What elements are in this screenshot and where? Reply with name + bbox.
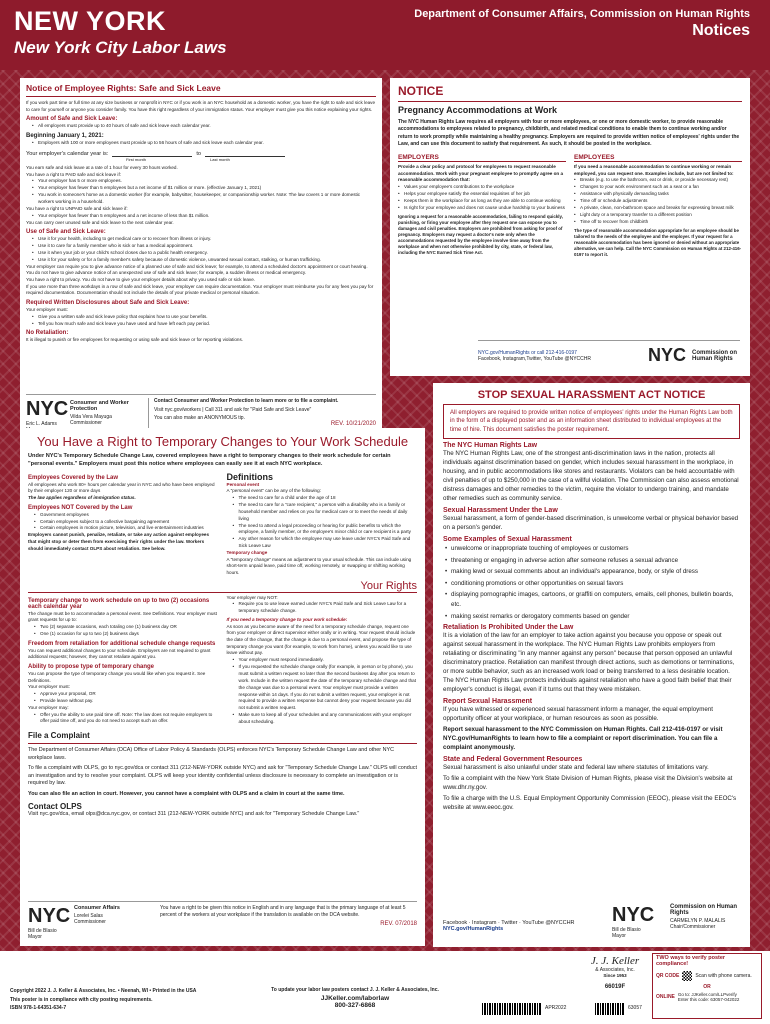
preg-footer <box>478 340 740 366</box>
divider <box>26 96 376 97</box>
code-63057: 63057 <box>628 1005 642 1011</box>
chair-name: CARMELYN P. MALALIS <box>670 918 726 924</box>
rights-left <box>28 595 219 726</box>
sh-heading: Sexual Harassment Under the Law <box>443 507 558 515</box>
employees-intro: If you need a reasonable accommodation to continue working or remain employed, you can request one. Examples include, but are not limited to: <box>574 164 734 176</box>
use-item: • Use it for your safety or for a family member's safety because of domestic violence, unwanted sexual contact, stalking, or human trafficking. <box>32 257 376 264</box>
right3-may-item: • Offer you the ability to use paid time off. Note: The law does not require employers to offer paid time off, and you do not need to accept such an offer. <box>34 712 219 726</box>
right5-heading: If you need a temporary change to your work schedule: <box>226 617 348 623</box>
law-text: The NYC Human Rights Law, one of the strongest anti-discrimination laws in the nation, protects all individuals against discrimination based on gender, which includes sexual harassment in the workplace, in housing, and in public accommodations like stores and restaurants. Violators can be held accountable with civil penalties of up to $250,000 in the case of a willful violation. The Commission can also assess emotional distress damages and other remedies to the victim, require the violator to undergo training, and mandate other remedies such as community service. <box>443 450 739 503</box>
language-text: You have a right to be given this notice in English and in any language that is the primary language of at least 5 percent of the workers at your workplace if the translation is available on the DCA website. <box>160 905 406 918</box>
signer-title: Mayor <box>28 934 42 940</box>
personal-event-heading: Personal event <box>226 481 260 487</box>
verify-box <box>652 953 762 1019</box>
right3-heading: Ability to propose type of temporary change <box>28 664 155 671</box>
covered-note: The law applies regardless of immigration status. <box>28 494 136 500</box>
schedule-panel <box>20 428 425 946</box>
rights-columns <box>28 595 417 726</box>
footer-center <box>270 987 440 1009</box>
right3-item: • Provide leave without pay. <box>34 698 219 705</box>
agency-block <box>74 905 160 925</box>
brand-name2: & Associates, Inc. <box>595 967 635 973</box>
employees-note: The type of reasonable accommodation appropriate for an employee should be tailored to the needs of the employee and the employer. If your request for a reasonable accommodation has been ignored or denied without an appropriate alternative, we can help. Call the NYC Commission on Human Rights at 212-416-0197 to report it. <box>574 227 742 258</box>
calendar-to: to <box>196 151 201 158</box>
not-covered-note: Employers cannot punish, penalize, retaliate, or take any action against employees that might stop or deter them from exercising their rights under the law. Workers should immediately contact OLPS about retaliation. See below. <box>28 532 210 551</box>
covered-text: All employees who work 80+ hours per calendar year in NYC and who have been employed by their employer 120 or more days <box>28 481 215 494</box>
advance-text: Your employer can require you to give advance notice of a planned use of safe and sick leave; for example, to attend a scheduled doctor's appointment or court hearing. You do not have to give advance notice of an unexpected use of safe and sick leave; for example, a sudden illness or medical emergency. <box>26 263 368 276</box>
code-66019f: 66019F <box>604 984 626 990</box>
apr-code: APR2022 <box>545 1005 567 1011</box>
update-text: To update your labor law posters contact J. J. Keller & Associates, Inc. <box>271 987 439 993</box>
personal-event-item: • Any other reason for which the employee may use leave under NYC's Paid Safe and Sick Leave Law <box>233 536 418 550</box>
right4-item: • Require you to use leave earned under NYC's Paid Safe and Sick Leave Law for a temporary schedule change. <box>233 601 418 615</box>
employee-item: • Changes to your work environment such as a seat or a fan <box>574 184 742 191</box>
file-complaint-text2: To file a complaint with OLPS, go to nyc.gov/dca or contact 311 (212-NEW-YORK outside NYC) and ask for "Temporary Schedule Change Law." OLPS will conduct an investigation and try to resolve your complaint. OLPS will keep your identity confidential unless disclosure is necessary to complete an investigation or is required by law. <box>28 765 417 787</box>
compliance: This poster is in compliance with city posting requirements. <box>10 996 153 1003</box>
pregnancy-panel <box>390 78 750 376</box>
right4-text: Your employer may NOT: <box>226 594 278 600</box>
examples-heading: Some Examples of Sexual Harassment <box>443 536 572 544</box>
not-covered-item: • Certain employees in motion picture, television, and live entertainment industries <box>34 525 219 532</box>
report-text: If you have witnessed or experienced sexual harassment inform a manager, the equal employment opportunity officer at your workplace, or human resources as soon as possible. <box>443 706 713 723</box>
contact-olps-text: Visit nyc.gov/dca, email olps@dca.nyc.gov, or contact 311 (212-NEW-YORK outside NYC) and ask for "Temporary Schedule Change Law." <box>28 811 360 818</box>
harassment-title: STOP SEXUAL HARASSMENT ACT NOTICE <box>477 389 706 401</box>
dept-title: Department of Consumer Affairs, Commission on Human Rights <box>414 8 750 20</box>
paid-item: • Your employer has 5 or more employees. <box>32 178 376 185</box>
covered-heading: Employees Covered by the Law <box>28 474 119 481</box>
employer-item: • Keeps them in the workplace for as long as they are able to continue working <box>398 198 566 205</box>
page-footer <box>0 951 770 1024</box>
schedule-intro: Under NYC's Temporary Schedule Change Law, covered employees have a right to temporary changes to their work schedule for certain "personal events." Employers must post this notice where employees can easily see it at each NYC workplace. <box>28 453 391 467</box>
nyc-mark: NYC <box>612 904 655 926</box>
your-rights-heading: Your Rights <box>28 580 417 593</box>
divider <box>398 101 742 102</box>
sick-intro: If you work part time or full time at any size business or nonprofit in NYC or if you work in an NYC household as a domestic worker, you have the right to safe and sick leave to care for yourself or anyone you consider family. You have this right regardless of your immigration status. Your employer must give you this notice explaining your rights. <box>26 100 376 112</box>
online-text <box>678 992 740 1002</box>
commission-name: Commission on Human Rights <box>692 349 738 362</box>
file-complaint-heading: File a Complaint <box>28 731 90 740</box>
file-complaint-text3: You can also file an action in court. However, you cannot have a complaint with OLPS and a claim in court at the same time. <box>28 790 345 797</box>
earn-text: You earn safe and sick leave at a rate of 1 hour for every 30 hours worked. <box>26 165 178 171</box>
header <box>0 0 770 70</box>
personal-event-item: • The need to care for a child under the age of 18 <box>233 495 418 502</box>
disclosure-item: • Give you a written safe and sick leave policy that explains how to use your benefits. <box>32 314 376 321</box>
unpaid-item: • Your employer has fewer than 5 employees and a net income of less than $1 million. <box>32 213 376 220</box>
phone: 800-327-6868 <box>334 1002 376 1009</box>
right5-text: As soon as you become aware of the need for a temporary schedule change, request one from your employer or direct supervisor either orally or in writing. Your request should include the date of the change, that the change is due to a personal event, and propose the type of temporary change you want (for example, to work from home), unless you would like to use leave without pay. <box>226 623 416 656</box>
right5-item: • If you requested the schedule change orally (for example, in person or by phone), you must submit a written request no later than the second business day after you return to work. Include in the written request the date of the temporary schedule change and that the change was due to a personal event. Your employer must provide a written response within 14 days. If you do not submit a written request, your employer is not required to provide a written response but cannot deny your request because you did not submit a written request. <box>233 664 418 712</box>
first-month-label: First month <box>126 157 147 163</box>
employer-item: • Is right for your employee and does not cause undue hardship to your business <box>398 205 566 212</box>
commissioner-name: Lorelei Salas <box>74 913 103 919</box>
use-heading: Use of Safe and Sick Leave: <box>26 229 106 236</box>
temporary-change-heading: Temporary change <box>226 550 268 556</box>
use-item: • Use it for your health, including to get medical care or to recover from illness or injury. <box>32 236 376 243</box>
employees-heading: EMPLOYEES <box>574 154 742 162</box>
state-federal-text2: To file a complaint with the New York State Division of Human Rights, please visit the Division's website at www.dhr.ny.gov. <box>443 775 733 792</box>
harassment-social: Facebook · Instagram · Twitter · YouTube @NYCCHR <box>443 920 575 926</box>
brand-name: J. J. Keller <box>590 955 640 967</box>
chair-title: Chair/Commissioner <box>670 924 716 930</box>
signer-name: Bill de Blasio <box>612 927 641 933</box>
personal-event-item: • The need to care for a "care recipient," a person with a disability who is a family or household member and relies on you for medical care or to meet the needs of daily living <box>233 502 418 523</box>
barcode-left <box>482 1003 542 1015</box>
sick-title: Notice of Employee Rights: Safe and Sick Leave <box>26 83 221 93</box>
subtitle: New York City Labor Laws <box>14 38 227 57</box>
employer-item: • Values your employee's contributions to the workplace <box>398 184 566 191</box>
jan-heading: Beginning January 1, 2021: <box>26 133 104 140</box>
qr-icon[interactable] <box>682 971 692 981</box>
covered-col <box>28 472 219 577</box>
use-item: • Use it to care for a family member who is sick or has a medical appointment. <box>32 243 376 250</box>
online-code: Enter this code: 63057-042022 <box>677 997 740 1002</box>
paid-item: • You work in someone's home as a domestic worker (for example, babysitter, housekeeper, or companionship worker. Note: The law covers 1 or more domestic workers working in a household. <box>32 192 376 206</box>
barcode-right <box>595 1003 625 1015</box>
employee-item: • Time off or schedule adjustments <box>574 198 742 205</box>
paid-text: You have a right to PAID safe and sick leave if: <box>26 171 121 177</box>
carry-text: You can carry over unused safe and sick leave to the next calendar year. <box>26 219 174 225</box>
first-month-field[interactable] <box>112 156 192 157</box>
right2-heading: Freedom from retaliation for additional schedule change requests <box>28 640 216 647</box>
right2-text: You can request additional changes to your schedule. Employers are not required to grant additional requests; however, they cannot retaliate against you. <box>28 647 211 660</box>
use-item: • Use it when your job or your child's school closes due to a public health emergency. <box>32 250 376 257</box>
language-block <box>160 905 417 927</box>
right3-must: Your employer must: <box>28 684 70 690</box>
agency-name: Consumer and Worker Protection <box>70 400 129 412</box>
contact-text: Contact Consumer and Worker Protection to learn more or to file a complaint. <box>154 398 339 404</box>
temporary-change-text: A "temporary change" means an adjustment to your usual schedule. This can include using short-term unpaid leave, paid time off, working remotely, or swapping or shifting working hours. <box>226 556 412 576</box>
preg-title: Pregnancy Accommodations at Work <box>398 105 558 115</box>
example-item: • conditioning promotions or other opportunities on sexual favors <box>445 579 740 589</box>
employers-intro: Provide a clear policy and protocol for employees to request reasonable accommodation. Work with your pregnant employee to promptly agree on a reasonable accommodation that: <box>398 164 564 183</box>
employee-item: • Time off to recover from childbirth <box>574 219 742 226</box>
anon-text: You can also make an ANONYMOUS tip. <box>154 415 245 421</box>
paid-item: • Your employer has fewer than 5 employees but a net income of $1 million or more. (effective January 1, 2021) <box>32 185 376 192</box>
state-federal-text3: To file a charge with the U.S. Equal Employment Opportunity Commission (EEOC), please visit the EEOC's website at www.eeoc.gov. <box>443 795 737 812</box>
isbn: ISBN 978-1-64351-634-7 <box>10 1005 67 1011</box>
employers-heading: EMPLOYERS <box>398 154 566 162</box>
personal-event-item: • The need to attend a legal proceeding or hearing for public benefits to which the employee, a family member, or the employee's minor child or care recipient is a party <box>233 523 418 537</box>
example-item: • threatening or engaging in adverse action after someone refuses a sexual advance <box>445 556 740 566</box>
sh-text: Sexual harassment, a form of gender-based discrimination, is unwelcome verbal or physical behavior based on a person's gender. <box>443 515 739 532</box>
preg-web[interactable]: NYC.gov/HumanRights or call 212-416-0197 <box>478 349 577 356</box>
employee-item: • Light duty or a temporary transfer to a different position <box>574 212 742 219</box>
state-federal-heading: State and Federal Government Resources <box>443 756 583 764</box>
amount-heading: Amount of Safe and Sick Leave: <box>26 116 118 123</box>
retaliation-heading: Retaliation Is Prohibited Under the Law <box>443 624 574 632</box>
rights-right <box>227 595 418 726</box>
privacy-text: You have a right to privacy. You do not have to give your employer details about why you used safe or sick leave. <box>26 277 256 283</box>
retaliation-text: It is illegal to punish or fire employees for requesting or using safe and sick leave or for reporting violations. <box>26 337 244 343</box>
report-heading: Report Sexual Harassment <box>443 698 533 706</box>
nyc-logo <box>28 905 74 940</box>
schedule-top-columns <box>28 472 417 577</box>
definitions-col <box>227 472 418 577</box>
preg-contact <box>478 350 648 362</box>
online-row <box>653 990 761 1004</box>
commissioner-title: Commissioner <box>74 919 106 925</box>
harassment-web[interactable]: NYC.gov/HumanRights <box>443 926 504 932</box>
online-go[interactable]: Go to: JJKeller.com/LLPverify <box>677 992 737 997</box>
verify-title: TWO ways to verify poster compliance! <box>653 954 761 968</box>
rev-date: REV. 07/2018 <box>380 921 417 927</box>
divider <box>28 743 417 744</box>
file-complaint-text: The Department of Consumer Affairs (DCA) Office of Labor Policy & Standards (OLPS) enforces NYC's Temporary Schedule Change Law and other NYC workplace laws. <box>28 747 394 761</box>
commission-name: Commission on Human Rights <box>670 904 738 916</box>
example-item: • unwelcome or inappropriate touching of employees or customers <box>445 544 740 554</box>
right1-item: • Two (2) separate occasions, each totaling one (1) business day OR <box>34 624 219 631</box>
right5-item: • Your employer must respond immediately. <box>233 657 418 664</box>
calendar-label: Your employer's calendar year is: <box>26 151 109 158</box>
example-item: • making lewd or sexual comments about an individual's appearance, body, or style of dress <box>445 567 740 577</box>
month-labels <box>26 157 376 162</box>
signer-name: Eric L. Adams <box>26 421 57 427</box>
personal-event-text: A "personal event" can be any of the following: <box>226 488 321 494</box>
preg-intro: The NYC Human Rights Law requires all employers with four or more employees, or one or more domestic worker, to provide reasonable accommodations to employees related to pregnancy, childbirth, and related medical conditions to enable them to continue working and/or return to work promptly while maintaining a healthy pregnancy. Employers are required to provide written notice of employees' rights under the Law, and can use this document to satisfy that requirement. As such, it should be posted in the workplace. <box>398 119 740 147</box>
preg-social: Facebook, Instagram,Twitter, YouTube @NYCCHR <box>478 355 591 362</box>
preg-columns <box>398 154 742 258</box>
retaliation-heading: No Retaliation: <box>26 330 69 337</box>
example-item: • making sexist remarks or derogatory comments based on gender <box>445 612 740 622</box>
rev-date: REV. 10/21/2020 <box>330 421 376 427</box>
state-federal-text: Sexual harassment is also unlawful under state and federal law where statutes of limitations vary. <box>443 764 709 772</box>
sick-leave-panel <box>20 78 382 442</box>
harassment-footer <box>443 904 740 939</box>
since-text: Since 1953 <box>603 973 627 978</box>
nyc-mark: NYC <box>28 905 71 927</box>
jan-item: • Employers with 100 or more employees must provide up to 56 hours of safe and sick leave each calendar year. <box>32 140 376 147</box>
right3-may: Your employer may: <box>28 704 69 710</box>
example-item: • displaying pornographic images, cartoons, or graffiti on computers, emails, cell phones, bulletin boards, etc. <box>445 590 740 609</box>
state-title: NEW YORK <box>14 6 167 36</box>
site-link[interactable]: JJKeller.com/laborlaw <box>320 995 390 1002</box>
nyc-mark: NYC <box>26 398 69 420</box>
agency-name: Consumer Affairs <box>74 905 120 911</box>
disclosure-intro: Your employer must: <box>26 307 68 313</box>
notices-title: Notices <box>692 22 750 39</box>
commission-block <box>670 904 740 930</box>
right1-text: The change must be to accommodate a personal event. See Definitions. Your employer must grant requests for up to: <box>28 610 217 623</box>
retaliation-text: It is a violation of the law for an employer to take action against you because you oppose or speak out against sexual harassment in the workplace. The NYC Human Rights Law prohibits employers from retaliating or discriminating "in any manner against any person" because that person opposed an unlawful discriminatory practice. Retaliation can manifest through direct actions, such as demotions or terminations, or more subtle behavior, such as an increased work load or being transferred to a less desirable location. The NYC Human Rights Law protects individuals against retaliation who have a good faith belief that their employer's conduct is illegal, even if it turns out that they were mistaken. <box>443 632 735 694</box>
employee-item: • Assistance with physically demanding tasks <box>574 191 742 198</box>
employer-item: • Helps your employee satisfy the essential requisites of her job <box>398 191 566 198</box>
law-heading: The NYC Human Rights Law <box>443 442 538 450</box>
brand-block <box>580 955 650 990</box>
amount-item: • All employers must provide up to 40 hours of safe and sick leave each calendar year. <box>32 123 376 130</box>
right3-text: You can propose the type of temporary change you would like when you request it. See Definitions. <box>28 671 206 683</box>
right1-heading: Temporary change to work schedule on up to two (2) occasions each calendar year <box>28 597 210 610</box>
disclosure-item: • Tell you how much safe and sick leave you have used and have left each pay period. <box>32 321 376 328</box>
online-label: ONLINE <box>656 994 675 1000</box>
schedule-title: You Have a Right to Temporary Changes to Your Work Schedule <box>36 434 409 449</box>
nyc-logo <box>612 904 670 939</box>
last-month-label: Last month <box>210 157 230 163</box>
harassment-box: All employers are required to provide written notice of employees' rights under the Human Rights Law both in the form of a displayed poster and as an information sheet distributed to individual employees at the time of hire. This document satisfies the poster requirement. <box>443 404 740 439</box>
documentation-text: If you use more than three workdays in a row of safe and sick leave, your employer can require documentation. Your employer must reimburse you for any fees you pay for required documentation. Documentation should not include the details of your private medical or personal situation. <box>26 283 374 296</box>
employee-item: • Breaks (e.g. to use the bathroom, eat or drink, or provide necessary rest) <box>574 177 742 184</box>
qr-row <box>653 968 761 984</box>
commissioner-name: Vilda Vera Mayuga <box>70 414 112 420</box>
not-covered-item: • Government employees <box>34 512 219 519</box>
not-covered-item: • Certain employees subject to a collective bargaining agreement <box>34 519 219 526</box>
right5-item: • Make sure to keep all of your schedules and any communications with your employer about scheduling. <box>233 712 418 726</box>
contact-olps-heading: Contact OLPS <box>28 802 82 812</box>
right3-item: • Approve your proposal, OR <box>34 691 219 698</box>
harassment-contact <box>443 904 612 932</box>
harassment-panel <box>433 383 750 947</box>
qr-label: QR CODE <box>656 973 680 979</box>
not-covered-heading: Employees NOT Covered by the Law <box>28 504 133 511</box>
employee-item: • A private, clean, non-bathroom space and breaks for expressing breast milk <box>574 205 742 212</box>
employers-warning: Ignoring a request for a reasonable accommodation, failing to respond quickly, punishing, or firing your employee after they request one can expose you to damages and civil penalties. Employers are prohibited from asking for proof of pregnancy. Employers may request a doctor's note only when the accommodations requested by the employee involve time away from the workplace and when not otherwise prohibited by city, state, or federal law, including the NYC Earned Sick Time Act. <box>398 213 563 256</box>
visit-text[interactable]: Visit nyc.gov/workers | Call 311 and ask for "Paid Safe and Sick Leave" <box>154 407 312 413</box>
footer-left <box>10 987 196 1013</box>
definitions-heading: Definitions <box>226 471 273 482</box>
right1-item: • One (1) occasion for up to two (2) business days <box>34 631 219 638</box>
signer-name: Bill de Blasio <box>28 928 57 934</box>
schedule-footer <box>28 901 417 940</box>
notice-title: NOTICE <box>398 84 444 98</box>
signer-title: Mayor <box>612 933 626 939</box>
unpaid-text: You have a right to UNPAID safe and sick leave if: <box>26 205 128 211</box>
or-label: OR <box>703 984 711 990</box>
commissioner-title: Commissioner <box>70 420 102 426</box>
report-text2: Report sexual harassment to the NYC Commission on Human Rights. Call 212-416-0197 or visit NYC.gov/HumanRights to learn how to file a complaint or report discrimination. You can file a complaint anonymously. <box>443 726 723 752</box>
disclosure-heading: Required Written Disclosures about Safe and Sick Leave: <box>26 300 190 307</box>
nyc-mark: NYC <box>647 345 686 365</box>
employees-col <box>574 154 742 258</box>
copyright: Copyright 2022 J. J. Keller & Associates, Inc. • Neenah, WI • Printed in the USA <box>10 988 197 994</box>
employers-col <box>398 154 566 258</box>
qr-text: Scan with phone camera. <box>695 973 752 979</box>
